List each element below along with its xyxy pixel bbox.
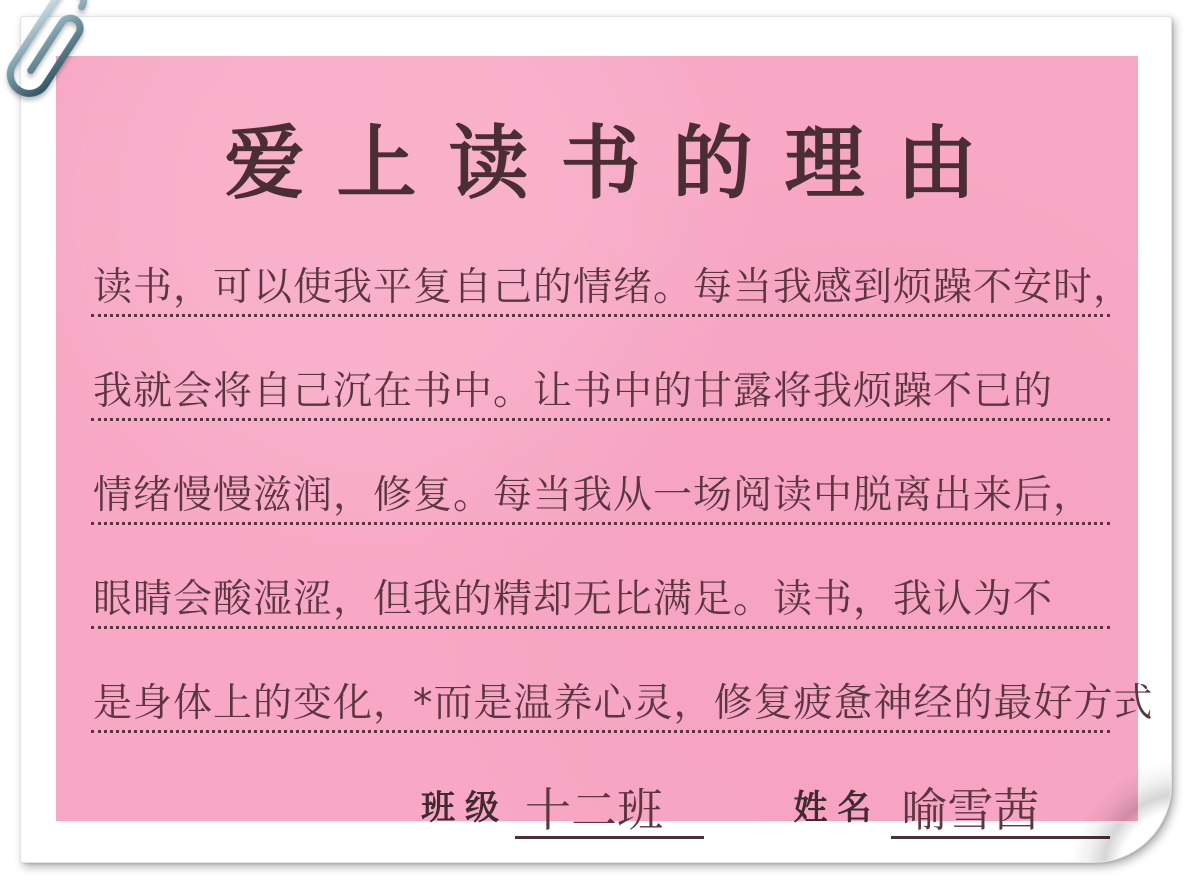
handwritten-line: [91, 421, 1110, 525]
handwritten-text: 读书，可以使我平复自己的情绪。每当我感到烦躁不安时，: [93, 265, 1134, 311]
name-value: 喻雪茜: [891, 786, 1110, 839]
footer-row: [91, 775, 1110, 839]
handwritten-text: 情绪慢慢滋润，修复。每当我从一场阅读中脱离出来后，: [93, 473, 1094, 519]
note-title: 爱上读书的理由: [224, 116, 1009, 210]
handwritten-text: 我就会将自己沉在书中。让书中的甘露将我烦躁不已的: [93, 369, 1054, 415]
handwritten-text: 眼睛会酸湿涩，但我的精却无比满足。读书，我认为不: [93, 577, 1054, 623]
handwritten-line: [91, 317, 1110, 421]
name-label: 姓名: [793, 788, 882, 828]
handwritten-line: [91, 214, 1134, 317]
class-label: 班级: [421, 788, 509, 828]
handwritten-line: [91, 629, 1154, 733]
handwritten-line: [91, 525, 1110, 629]
note-content: [91, 56, 1154, 837]
handwritten-body: [91, 214, 1154, 733]
white-card: [20, 16, 1172, 863]
class-value: 十二班: [515, 786, 704, 839]
handwritten-text: 是身体上的变化，*而是温养心灵，修复疲惫神经的最好方式: [93, 681, 1154, 727]
pink-note-paper: [56, 56, 1154, 837]
